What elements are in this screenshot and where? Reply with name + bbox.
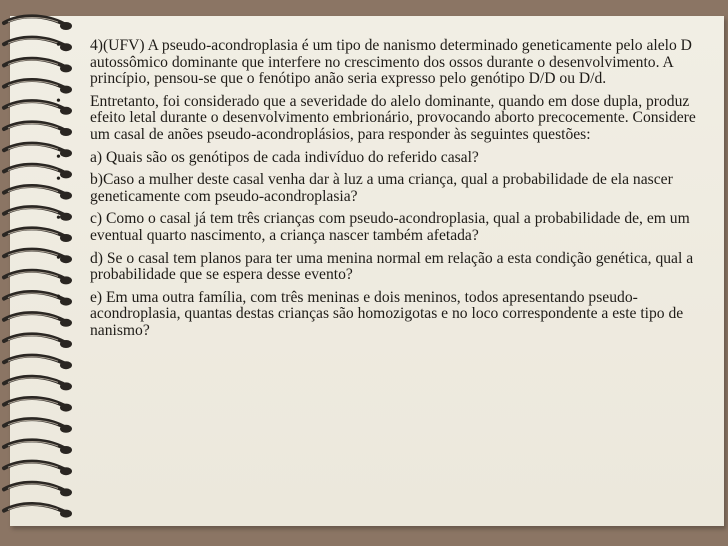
bullet-dot: •: [56, 289, 61, 305]
spiral-ring: [4, 504, 72, 518]
spiral-ring: [4, 440, 72, 454]
bullet-dot: •: [56, 38, 61, 53]
bullet-dot: •: [56, 172, 61, 188]
bullet-list: [56, 38, 716, 346]
spiral-ring: [4, 398, 72, 412]
bullet-dot: •: [56, 149, 61, 165]
paragraph-text: Entretanto, foi considerado que a severidade do alelo dominante, quando em dose dupla, produz efeito letal durante o desenvolvimento embrionário, provocando aborto precocemente. Considere um casal de anões pseudo-acondroplásios, para responder às seguintes questões:: [90, 92, 696, 143]
question-d: [56, 251, 716, 284]
spiral-ring: [4, 419, 72, 433]
paragraph-text: b)Caso a mulher deste casal venha dar à luz a uma criança, qual a probabilidade de ela nascer geneticamente com pseudo-acondroplasia?: [90, 171, 673, 205]
bullet-dot: •: [56, 93, 61, 109]
question-c: [56, 211, 716, 244]
paragraph-text: a) Quais são os genótipos de cada indivíduo do referido casal?: [90, 148, 479, 166]
spiral-ring: [4, 483, 72, 497]
paragraph-context: [56, 94, 716, 144]
paragraph-text: e) Em uma outra família, com três meninas e dois meninos, todos apresentando pseudo-acondroplasia, quantas destas crianças são homozigotas e no loco correspondente a este tipo de nanismo?: [90, 288, 684, 339]
paragraph-text: c) Como o casal já tem três crianças com pseudo-acondroplasia, qual a probabilidade de, em um eventual quarto nascimento, a criança nascer também afetada?: [90, 210, 690, 244]
question-e: [56, 290, 716, 340]
paragraph-text: 4)(UFV) A pseudo-acondroplasia é um tipo de nanismo determinado geneticamente pelo alelo D autossômico dominante que interfere no crescimento dos ossos durante o desenvolvimento. A princípio, pensou-se que o fenótipo anão seria expresso pelo genótipo D/D ou D/d.: [90, 37, 692, 88]
spiral-ring: [4, 356, 72, 370]
paragraph-text: d) Se o casal tem planos para ter uma menina normal em relação a esta condição genética, qual a probabilidade que se espera desse evento?: [90, 249, 694, 284]
paragraph-intro: [56, 38, 716, 88]
question-a: [56, 150, 716, 167]
question-b: [56, 172, 716, 205]
bullet-dot: •: [56, 250, 61, 266]
spiral-ring: [4, 16, 72, 30]
spiral-ring: [4, 377, 72, 391]
bullet-dot: •: [56, 211, 61, 227]
spiral-ring: [4, 462, 72, 476]
